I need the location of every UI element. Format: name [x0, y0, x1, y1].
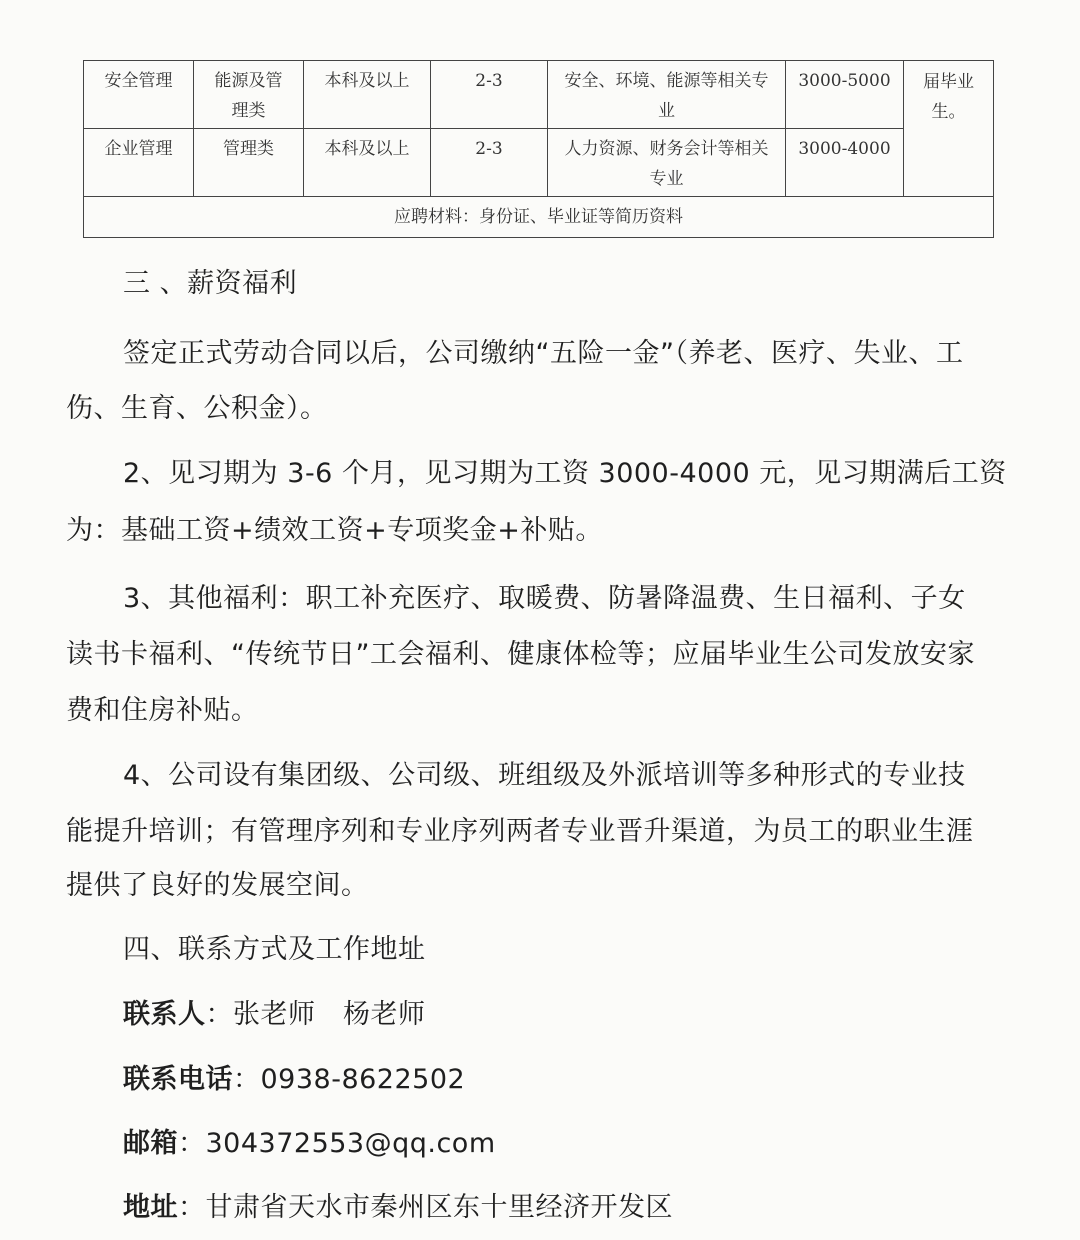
cell-category: 能源及管 理类 — [194, 61, 304, 129]
paragraph-2-line-1: 2、见习期为 3-6 个月，见习期为工资 3000-4000 元，见习期满后工资 — [123, 458, 1007, 489]
cell-education: 本科及以上 — [304, 61, 431, 129]
cell-salary: 3000-4000 — [786, 129, 904, 197]
contact-email-label: 邮箱 — [123, 1128, 178, 1159]
cell-major: 人力资源、财务会计等相关 专业 — [548, 129, 786, 197]
contact-person — [123, 987, 426, 1043]
paragraph-3-line-2: 读书卡福利、“传统节日”工会福利、健康体检等；应届毕业生公司发放安家 — [66, 639, 975, 670]
contact-email-value: ：304372553@qq.com — [178, 1128, 496, 1159]
cell-education: 本科及以上 — [304, 129, 431, 197]
contact-address-value: ：甘肃省天水市秦州区东十里经济开发区 — [178, 1192, 673, 1223]
contact-phone-value: ：0938-8622502 — [233, 1064, 466, 1095]
job-table-container — [83, 60, 993, 225]
contact-email — [123, 1116, 496, 1172]
job-table — [83, 60, 994, 238]
paragraph-2-line-2: 为：基础工资+绩效工资+专项奖金+补贴。 — [66, 515, 603, 546]
cell-side-note: 届毕业 生。 — [904, 61, 994, 197]
paragraph-1-line-2: 伤、生育、公积金）。 — [66, 393, 328, 424]
cell-salary: 3000-5000 — [786, 61, 904, 129]
contact-phone-label: 联系电话 — [123, 1064, 233, 1095]
cell-position: 安全管理 — [84, 61, 194, 129]
section-title-benefits: 三 、薪资福利 — [123, 268, 298, 299]
cell-materials: 应聘材料：身份证、毕业证等简历资料 — [84, 197, 994, 238]
paragraph-3-line-3: 费和住房补贴。 — [66, 695, 259, 726]
paragraph-4-line-2: 能提升培训；有管理序列和专业序列两者专业晋升渠道，为员工的职业生涯 — [66, 816, 974, 847]
contact-person-value: ：张老师 杨老师 — [205, 999, 426, 1030]
cell-position: 企业管理 — [84, 129, 194, 197]
contact-person-label: 联系人 — [123, 999, 206, 1030]
paragraph-3-line-1: 3、其他福利：职工补充医疗、取暖费、防暑降温费、生日福利、子女 — [123, 583, 966, 614]
paragraph-4-line-1: 4、公司设有集团级、公司级、班组级及外派培训等多种形式的专业技 — [123, 760, 966, 791]
contact-address-label: 地址 — [123, 1192, 178, 1223]
paragraph-1-line-1: 签定正式劳动合同以后，公司缴纳“五险一金”（养老、医疗、失业、工 — [123, 338, 964, 369]
table-row-materials — [84, 197, 994, 238]
contact-address — [123, 1180, 673, 1236]
cell-count: 2-3 — [431, 61, 548, 129]
paragraph-4-line-3: 提供了良好的发展空间。 — [66, 870, 369, 901]
cell-category: 管理类 — [194, 129, 304, 197]
contact-phone — [123, 1052, 465, 1108]
cell-major: 安全、环境、能源等相关专 业 — [548, 61, 786, 129]
section-title-contact: 四、联系方式及工作地址 — [123, 934, 426, 965]
table-row — [84, 61, 994, 129]
table-row — [84, 129, 994, 197]
cell-count: 2-3 — [431, 129, 548, 197]
